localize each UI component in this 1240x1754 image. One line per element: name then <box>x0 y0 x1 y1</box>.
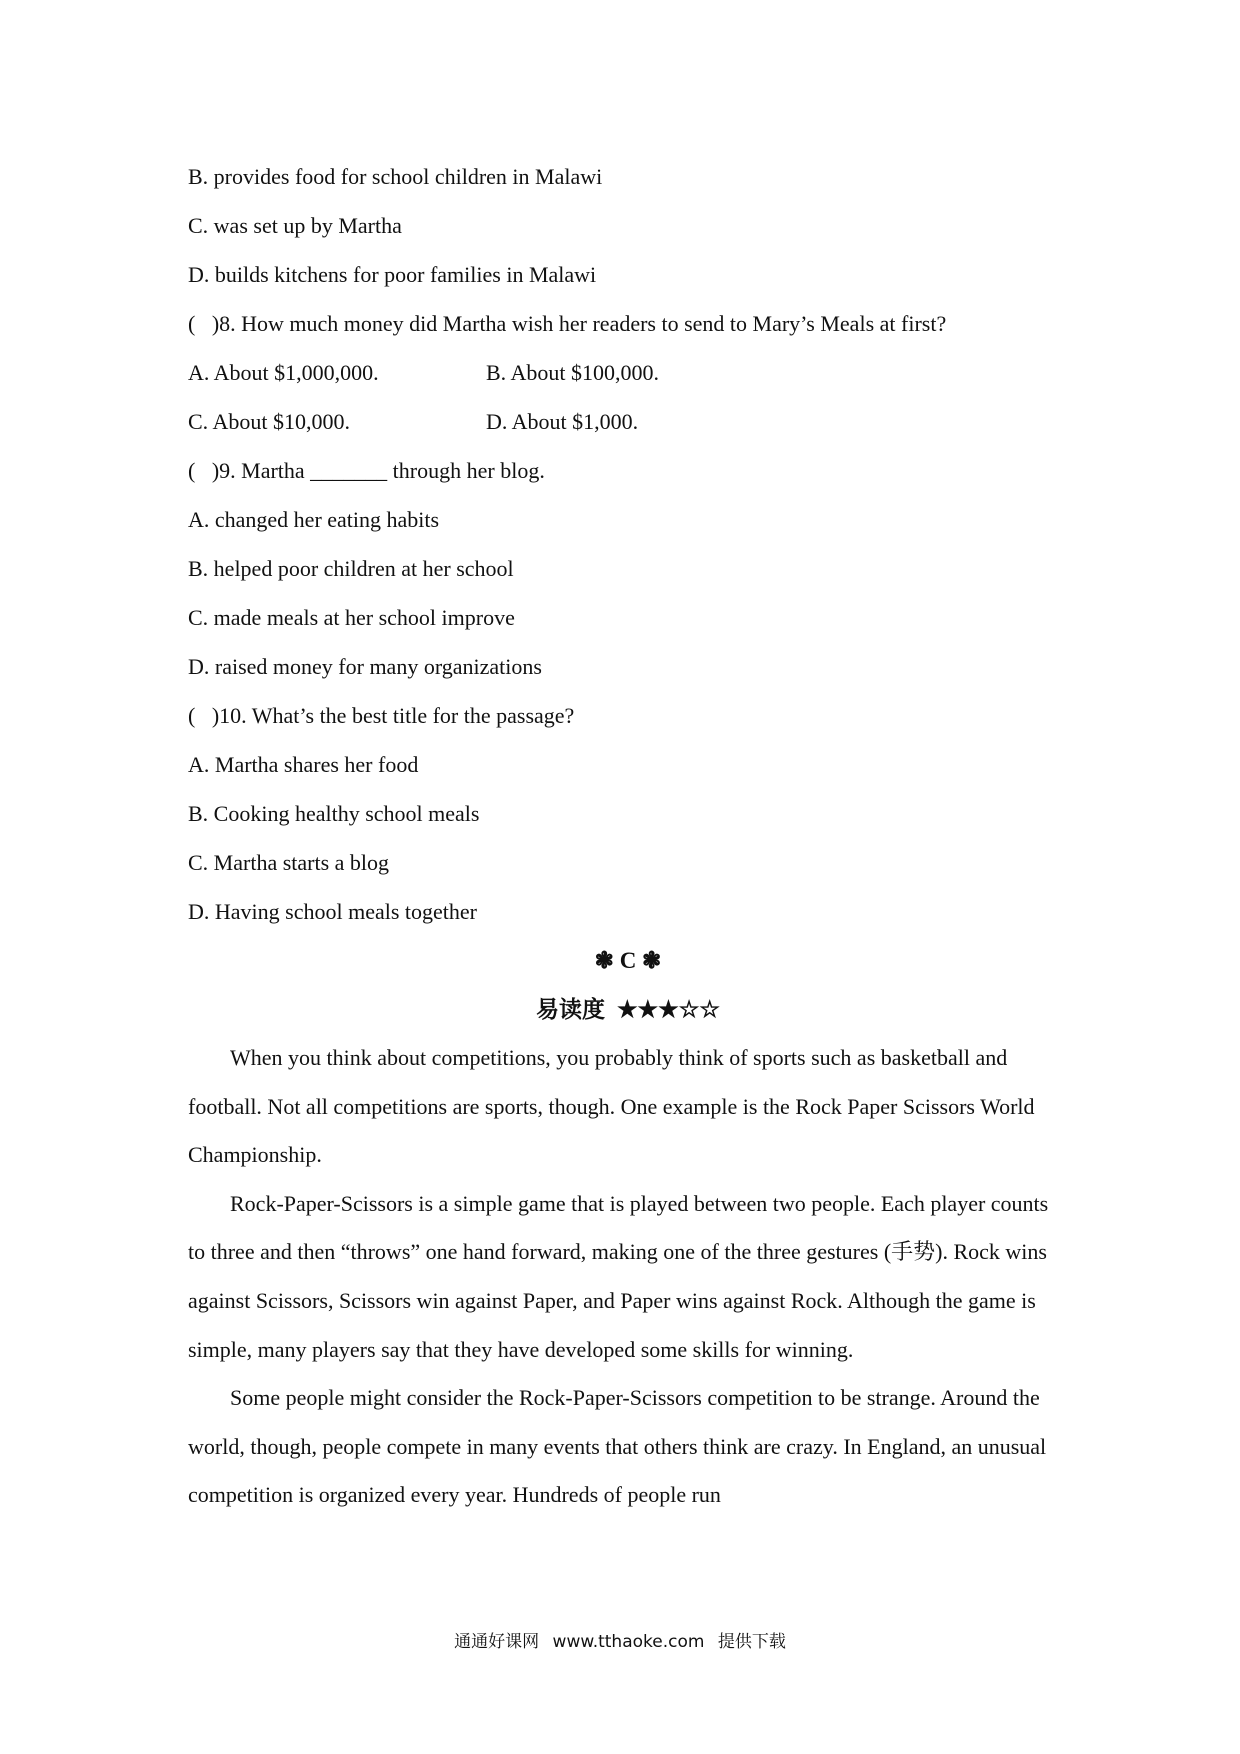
passage-paragraph-1: When you think about competitions, you probably think of sports such as basketball and football. Not all competitions are sports, though. One example is the Rock Paper Scissors World Championship. <box>188 1045 1035 1168</box>
page-footer <box>0 1630 1240 1654</box>
q10-option-d: D. Having school meals together <box>188 899 477 924</box>
document-page <box>188 152 1068 1520</box>
q8-option-b: B. About $100,000. <box>486 360 659 385</box>
q9-option-d: D. raised money for many organizations <box>188 654 542 679</box>
q8-option-a: A. About $1,000,000. <box>188 360 379 385</box>
q7-option-c: C. was set up by Martha <box>188 213 402 238</box>
q10-option-a: A. Martha shares her food <box>188 752 419 777</box>
q8-options-row-2 <box>188 397 1068 446</box>
q9-option-b: B. helped poor children at her school <box>188 556 514 581</box>
q8-option-d: D. About $1,000. <box>486 409 639 434</box>
footer-site-name: 通通好课网 <box>454 1632 540 1652</box>
footer-note: 提供下载 <box>717 1632 786 1652</box>
difficulty-label: 易读度 <box>535 997 605 1022</box>
section-heading: ❃ C ❃ <box>594 948 662 973</box>
q8-option-c: C. About $10,000. <box>188 409 350 434</box>
footer-url: www.tthaoke.com <box>552 1632 705 1652</box>
q10-option-c: C. Martha starts a blog <box>188 850 390 875</box>
q9-option-a: A. changed her eating habits <box>188 507 440 532</box>
q10-stem: ( )10. What’s the best title for the passage? <box>188 703 575 728</box>
q10-option-b: B. Cooking healthy school meals <box>188 801 480 826</box>
q7-option-b: B. provides food for school children in Malawi <box>188 164 603 189</box>
q8-stem: ( )8. How much money did Martha wish her readers to send to Mary’s Meals at first? <box>188 311 947 336</box>
q7-option-d: D. builds kitchens for poor families in Malawi <box>188 262 597 287</box>
q9-option-c: C. made meals at her school improve <box>188 605 515 630</box>
passage-paragraph-3: Some people might consider the Rock-Paper-Scissors competition to be strange. Around the world, though, people compete in many events that others think are crazy. In England, an unusual competition is organized every year. Hundreds of people run <box>188 1385 1047 1508</box>
q9-stem: ( )9. Martha _______ through her blog. <box>188 458 545 483</box>
difficulty-stars-icon: ★★★☆☆ <box>616 997 721 1022</box>
difficulty-rating <box>188 985 1068 1034</box>
q8-options-row-1 <box>188 348 1068 397</box>
passage-paragraph-2: Rock-Paper-Scissors is a simple game that is played between two people. Each player counts to three and then “throws” one hand forward, making one of the three gestures (手势). Rock wins against Scissors, Scissors win against Paper, and Paper wins against Rock. Although the game is simple, many players say that they have developed some skills for winning. <box>188 1190 1049 1362</box>
